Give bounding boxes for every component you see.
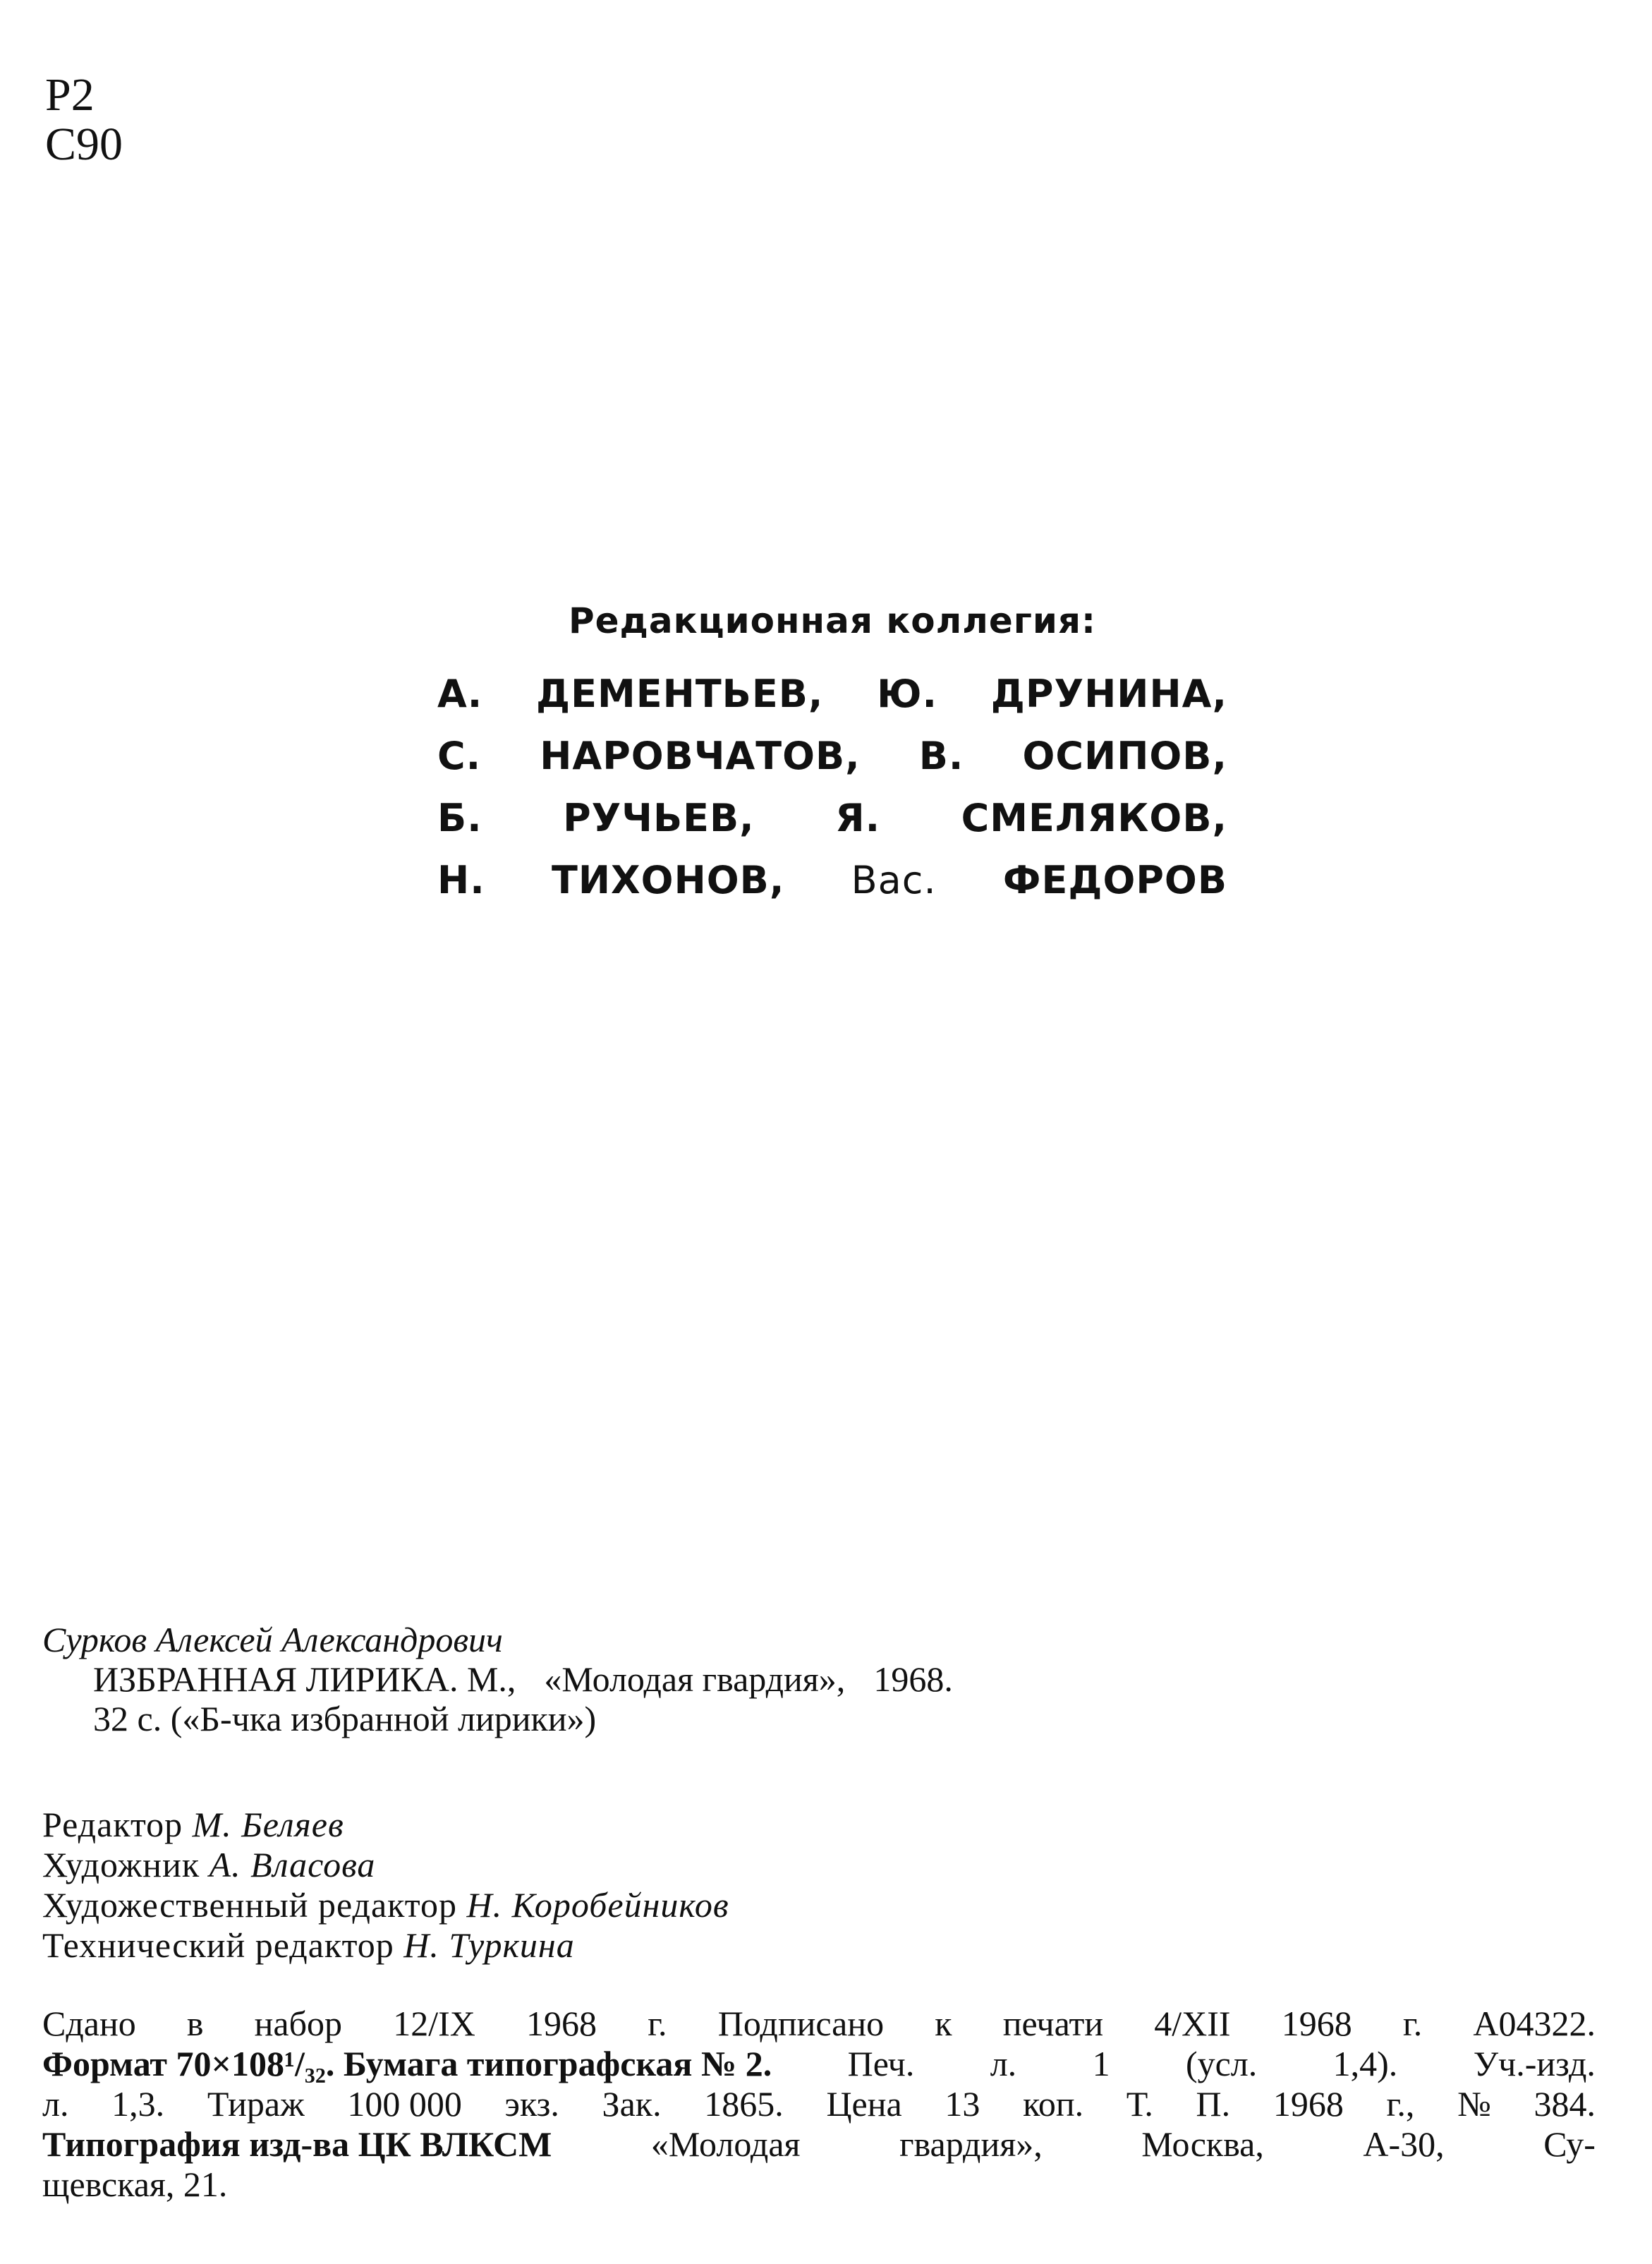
board-initial: Н. <box>437 858 485 902</box>
editorial-board-heading: Редакционная коллегия: <box>568 600 1097 641</box>
board-surname: ДЕМЕНТЬЕВ, <box>536 672 824 716</box>
biblio-title-line <box>42 1659 1594 1699</box>
credit-name: А. Власова <box>209 1845 376 1884</box>
credit-row <box>42 1925 1594 1966</box>
imprint-word: А04322. <box>1473 2004 1596 2043</box>
imprint-word: 1,3. <box>111 2084 165 2124</box>
board-surname: ОСИПОВ, <box>1022 734 1227 778</box>
board-surname: ФЕДОРОВ <box>1002 858 1227 902</box>
imprint-word: 4/XII <box>1154 2004 1231 2043</box>
imprint-word: (усл. <box>1185 2044 1258 2083</box>
credit-role: Художественный редактор <box>42 1885 467 1925</box>
imprint-word: печати <box>1002 2004 1104 2043</box>
imprint-line-4 <box>42 2124 1596 2165</box>
credit-role: Художник <box>42 1845 209 1884</box>
imprint-word: экз. <box>504 2084 559 2124</box>
imprint-line-3 <box>42 2084 1596 2124</box>
imprint-line-5: щевская, 21. <box>42 2165 228 2204</box>
board-initial: С. <box>437 734 482 778</box>
editorial-board-line <box>437 849 1227 912</box>
imprint-word: Печ. <box>847 2044 915 2083</box>
imprint-word: г. <box>648 2004 667 2043</box>
board-initial: В. <box>918 734 964 778</box>
credit-row <box>42 1885 1594 1925</box>
imprint-word: л. <box>42 2084 69 2124</box>
credit-name: М. Беляев <box>192 1805 344 1844</box>
imprint-block <box>42 2004 1596 2205</box>
imprint-word: 12/IX <box>393 2004 475 2043</box>
imprint-word: Уч.-изд. <box>1473 2044 1596 2083</box>
imprint-word: набор <box>254 2004 343 2043</box>
editorial-board-line <box>437 663 1227 725</box>
imprint-printer: Типография изд-ва ЦК ВЛКСМ <box>42 2124 552 2164</box>
imprint-word: г., <box>1386 2084 1415 2124</box>
biblio-author: Сурков Алексей Александрович <box>42 1620 503 1659</box>
imprint-word: № <box>1457 2084 1491 2124</box>
board-surname: НАРОВЧАТОВ, <box>540 734 861 778</box>
imprint-word: Т. <box>1126 2084 1153 2124</box>
imprint-word: П. <box>1196 2084 1231 2124</box>
imprint-word: 1968 <box>1281 2004 1352 2043</box>
credits <box>42 1805 1594 1966</box>
imprint-word: Подписано <box>717 2004 885 2043</box>
editorial-board <box>437 600 1227 912</box>
board-initial: Вас. <box>851 858 937 902</box>
imprint-word: гвардия», <box>899 2124 1043 2164</box>
credit-row <box>42 1845 1594 1885</box>
imprint-word: Сдано <box>42 2004 136 2043</box>
imprint-word: 1,4). <box>1332 2044 1398 2083</box>
board-initial: Я. <box>835 796 881 840</box>
imprint-word: 13 <box>945 2084 980 2124</box>
classification-code-1: Р2 <box>45 69 95 121</box>
imprint-word: л. <box>990 2044 1017 2083</box>
biblio-year: 1968. <box>873 1659 953 1699</box>
imprint-word: Тираж <box>207 2084 305 2124</box>
imprint-word: Су- <box>1543 2124 1596 2164</box>
imprint-word: 1968 <box>1273 2084 1344 2124</box>
credit-row <box>42 1805 1594 1845</box>
board-initial: Б. <box>437 796 482 840</box>
credit-role: Редактор <box>42 1805 193 1844</box>
editorial-board-line <box>437 787 1227 849</box>
credit-role: Технический редактор <box>42 1925 404 1965</box>
imprint-word: А-30, <box>1363 2124 1445 2164</box>
credit-name: Н. Коробейников <box>466 1885 729 1925</box>
biblio-title: ИЗБРАННАЯ ЛИРИКА. М., <box>93 1659 516 1699</box>
board-surname: РУЧЬЕВ, <box>563 796 755 840</box>
imprint-format: Формат 70×108¹/₃₂. Бумага типографская № 2. <box>42 2044 772 2083</box>
imprint-word: г. <box>1402 2004 1423 2043</box>
editorial-board-line <box>437 725 1227 787</box>
board-surname: ДРУНИНА, <box>990 672 1227 716</box>
imprint-word: в <box>186 2004 204 2043</box>
credit-name: Н. Туркина <box>403 1925 575 1965</box>
board-initial: А. <box>437 672 483 716</box>
bibliographic-entry <box>42 1620 1594 1738</box>
imprint-word: 1968 <box>526 2004 597 2043</box>
imprint-word: «Молодая <box>650 2124 801 2164</box>
classification-code-2: С90 <box>45 119 123 170</box>
biblio-series-line: 32 с. («Б-чка избранной лирики») <box>93 1699 597 1738</box>
board-surname: СМЕЛЯКОВ, <box>961 796 1227 840</box>
biblio-publisher: «Молодая гвардия», <box>544 1659 846 1699</box>
imprint-word: 384. <box>1533 2084 1596 2124</box>
classification-codes <box>45 71 123 169</box>
imprint-line-2 <box>42 2044 1596 2084</box>
imprint-word: к <box>935 2004 952 2043</box>
imprint-word: Зак. <box>602 2084 662 2124</box>
imprint-word: Цена <box>826 2084 902 2124</box>
board-surname: ТИХОНОВ, <box>552 858 785 902</box>
imprint-line-1 <box>42 2004 1596 2044</box>
board-initial: Ю. <box>877 672 938 716</box>
imprint-word: Москва, <box>1141 2124 1264 2164</box>
imprint-word: 100 000 <box>347 2084 462 2124</box>
imprint-word: 1865. <box>704 2084 784 2124</box>
imprint-word: коп. <box>1023 2084 1084 2124</box>
imprint-word: 1 <box>1092 2044 1110 2083</box>
